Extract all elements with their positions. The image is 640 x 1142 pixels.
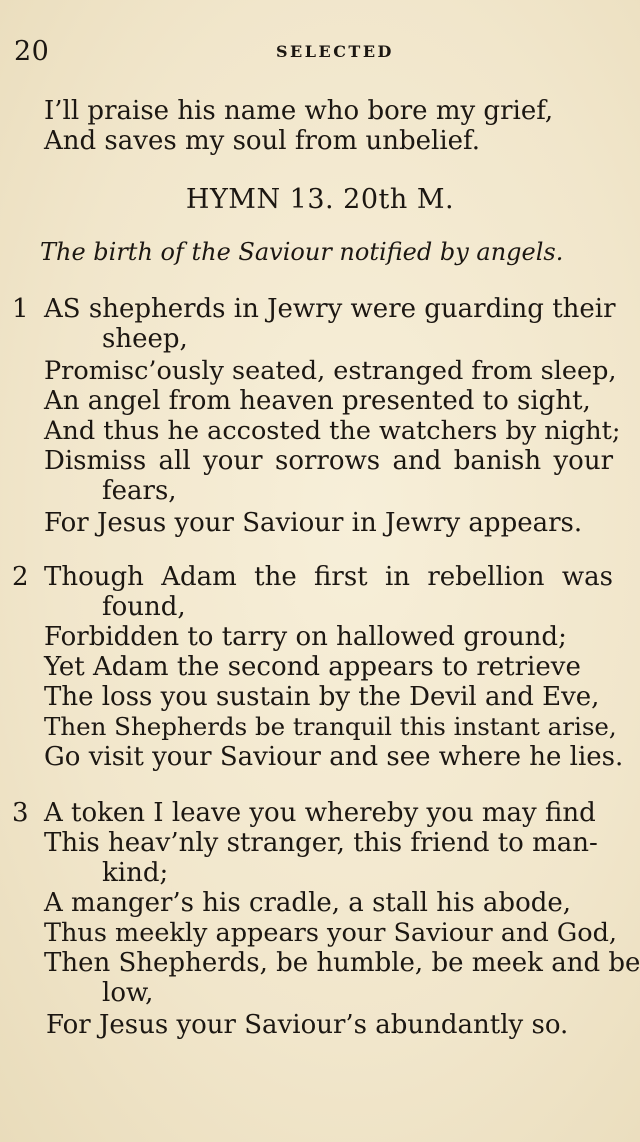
verse-line: The loss you sustain by the Devil and Eve, — [44, 682, 600, 712]
verse-line: Then Shepherds be tranquil this instant arise, — [44, 712, 617, 741]
verse-line: Though Adam the first in rebellion was — [44, 562, 613, 592]
verse-line: Yet Adam the second appears to retrieve — [44, 652, 581, 682]
hymn-title: HYMN 13. 20th M. — [185, 184, 455, 215]
carryover-line: And saves my soul from unbelief. — [44, 126, 481, 156]
verse-line: AS shepherds in Jewry were guarding their — [44, 294, 616, 324]
verse-line: found, — [102, 592, 186, 622]
verse-line: Forbidden to tarry on hallowed ground; — [44, 622, 567, 652]
verse-line: For Jesus your Saviour in Jewry appears. — [44, 508, 583, 538]
verse-line: Thus meekly appears your Saviour and God, — [44, 918, 618, 948]
running-head: SELECTED — [276, 42, 394, 61]
verse-line: For Jesus your Saviour’s abundantly so. — [46, 1010, 569, 1040]
verse-line: Go visit your Saviour and see where he lies. — [44, 742, 624, 772]
verse-line: This heav’nly stranger, this friend to man- — [44, 828, 598, 858]
verse-line: A manger’s his cradle, a stall his abode, — [44, 888, 572, 918]
verse-line: kind; — [102, 858, 169, 888]
verse-number: 2 — [12, 562, 29, 592]
verse-line: Then Shepherds, be humble, be meek and be — [44, 948, 640, 978]
verse-line: A token I leave you whereby you may find — [44, 798, 596, 828]
verse-line: sheep, — [102, 324, 188, 354]
carryover-line: I’ll praise his name who bore my grief, — [44, 96, 554, 126]
verse-number: 3 — [12, 798, 29, 828]
verse-line: And thus he accosted the watchers by night; — [44, 416, 621, 446]
hymn-subtitle: The birth of the Saviour notified by angels. — [40, 238, 564, 266]
verse-line: An angel from heaven presented to sight, — [44, 386, 591, 416]
verse-line: low, — [102, 978, 154, 1008]
page-header — [14, 36, 626, 70]
verse-number: 1 — [12, 294, 29, 324]
page-number: 20 — [14, 36, 50, 67]
verse-line: Promisc’ously seated, estranged from sleep, — [44, 356, 617, 386]
verse-line: fears, — [102, 476, 177, 506]
verse-line: Dismiss all your sorrows and banish your — [44, 446, 613, 476]
